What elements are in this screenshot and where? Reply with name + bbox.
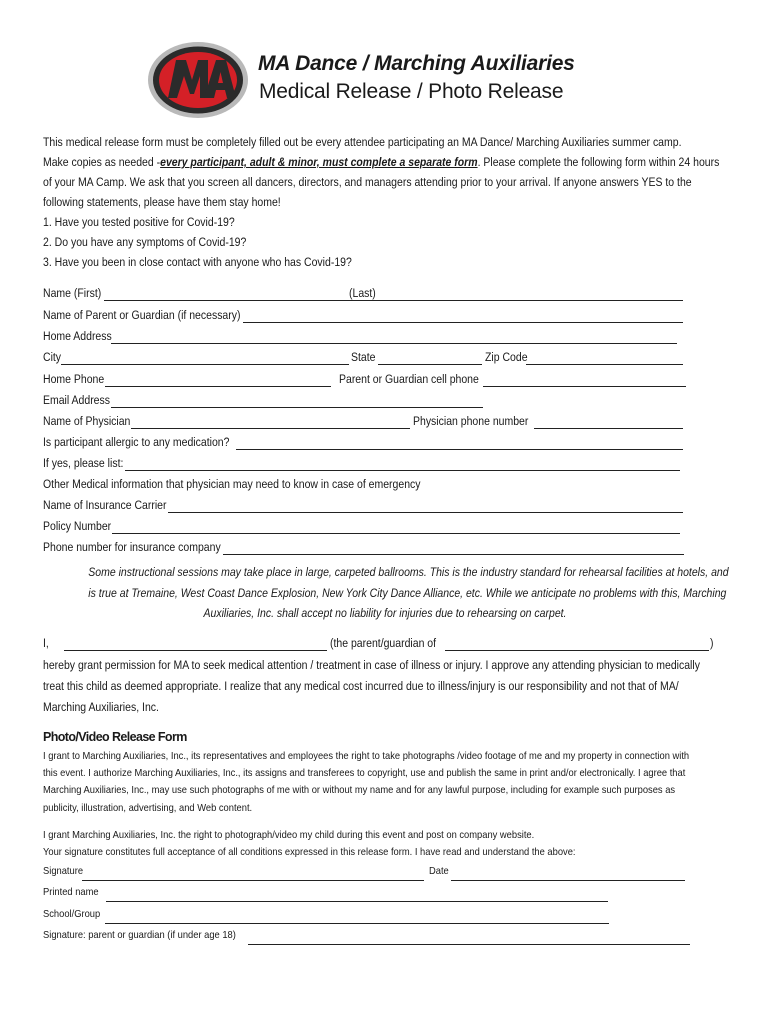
intro-line: This medical release form must be completely filled out be every attendee participating an MA Dance/ Marching Auxiliaries summer camp.	[43, 135, 682, 149]
ma-logo	[146, 40, 250, 120]
printed-name-field[interactable]	[106, 901, 608, 902]
intro-line: following statements, please have them stay home!	[43, 195, 281, 209]
state-label: State	[351, 350, 376, 364]
intro-line: Make copies as needed -every participant, adult & minor, must complete a separate form. Please complete the following form within 24 hours	[43, 155, 720, 169]
photo-release-text: I grant to Marching Auxiliaries, Inc., its representatives and employees the right to take photographs /video footage of me and my property in connection with this event. I authorize Marching Auxiliaries, Inc., its assigns and transferees to copyright, use and publish the same in print and/or electronically. I agree that Marching Auxiliaries, Inc., may use such photographs of me with or without my name and for any lawful purpose, including for example such purposes as publicity, illustration, advertising, and Web content. I grant Marching Auxiliaries, Inc. the right to photograph/video my child during this event and post on company website. Your signature constitutes full acceptance of all conditions expressed in this release form. I have read and understand the above:	[43, 751, 690, 859]
photo-release-heading: Photo/Video Release Form	[43, 730, 187, 744]
date-label: Date	[429, 866, 449, 877]
parent-name-field[interactable]	[243, 322, 683, 323]
close-paren: )	[710, 636, 714, 650]
first-name-field[interactable]	[104, 300, 384, 301]
home-address-field[interactable]	[111, 343, 677, 344]
city-label: City	[43, 350, 62, 364]
carpet-liability-note: Some instructional sessions may take place in large, carpeted ballrooms. This is the industry standard for rehearsal facilities at hotels, and is true at Tremaine, West Coast Dance Explosion, New York City Dance Alliance, etc. While we anticipate no problems with this, Marching Auxiliaries, Inc. shall accept no liability for injuries due to rehearsing on carpet.	[88, 565, 729, 620]
child-name-field[interactable]	[445, 650, 709, 651]
emphasis-text: every participant, adult & minor, must complete a separate form	[160, 155, 478, 169]
home-phone-label: Home Phone	[43, 372, 105, 386]
email-field[interactable]	[111, 407, 483, 408]
policy-number-label: Policy Number	[43, 519, 112, 533]
state-field[interactable]	[378, 364, 482, 365]
physician-label: Name of Physician	[43, 414, 131, 428]
intro-line: of your MA Camp. We ask that you screen all dancers, directors, and managers attending prior to your arrival. If anyone answers YES to the	[43, 175, 692, 189]
guardian-signature-label: Signature: parent or guardian (if under age 18)	[43, 930, 236, 941]
parent-name-label: Name of Parent or Guardian (if necessary)	[43, 308, 241, 322]
grant-text: hereby grant permission for MA to seek medical attention / treatment in case of illness or injury. I approve any attending physician to medically treat this child as deemed appropriate. I realize that any medical cost incurred due to illness/injury is our responsibility and not that of MA/ Marching Auxiliaries, Inc.	[43, 658, 700, 714]
guardian-signature-field[interactable]	[248, 944, 690, 945]
last-name-field[interactable]	[381, 300, 683, 301]
first-name-label: Name (First)	[43, 286, 102, 300]
school-group-label: School/Group	[43, 909, 101, 920]
printed-name-row	[43, 887, 105, 898]
if-yes-field[interactable]	[125, 470, 680, 471]
parent-of-label: (the parent/guardian of	[330, 636, 437, 650]
zip-field[interactable]	[526, 364, 683, 365]
printed-name-label: Printed name	[43, 887, 99, 898]
home-address-label: Home Address	[43, 329, 112, 343]
physician-field[interactable]	[131, 428, 410, 429]
insurance-phone-field[interactable]	[223, 554, 684, 555]
city-field[interactable]	[61, 364, 349, 365]
parent-cell-label: Parent or Guardian cell phone	[339, 372, 479, 386]
school-group-row	[43, 909, 107, 920]
home-phone-field[interactable]	[105, 386, 331, 387]
zip-label: Zip Code	[485, 350, 528, 364]
form-subtitle: Medical Release / Photo Release	[259, 80, 564, 103]
email-label: Email Address	[43, 393, 110, 407]
allergy-field[interactable]	[236, 449, 683, 450]
school-group-field[interactable]	[105, 923, 609, 924]
insurance-phone-label: Phone number for insurance company	[43, 540, 221, 554]
parent-cell-field[interactable]	[483, 386, 686, 387]
insurance-carrier-label: Name of Insurance Carrier	[43, 498, 167, 512]
screening-question: 3. Have you been in close contact with anyone who has Covid-19?	[43, 255, 352, 269]
i-label: I,	[43, 636, 49, 650]
last-name-label: (Last)	[349, 286, 376, 300]
insurance-carrier-field[interactable]	[168, 512, 683, 513]
signature-field[interactable]	[82, 880, 424, 881]
screening-question: 1. Have you tested positive for Covid-19?	[43, 215, 235, 229]
signature-row	[43, 866, 87, 877]
physician-phone-label: Physician phone number	[413, 414, 529, 428]
form-title: MA Dance / Marching Auxiliaries	[258, 52, 575, 75]
allergy-label: Is participant allergic to any medication?	[43, 435, 230, 449]
guardian-name-field[interactable]	[64, 650, 327, 651]
date-field[interactable]	[451, 880, 685, 881]
guardian-signature-row	[43, 930, 257, 941]
date-label-wrap	[429, 866, 451, 877]
screening-question: 2. Do you have any symptoms of Covid-19?	[43, 235, 247, 249]
physician-phone-field[interactable]	[534, 428, 683, 429]
other-medical-label: Other Medical information that physician may need to know in case of emergency	[43, 477, 421, 491]
if-yes-label: If yes, please list:	[43, 456, 124, 470]
signature-label: Signature	[43, 866, 84, 877]
intro-text	[43, 132, 731, 272]
policy-number-field[interactable]	[112, 533, 680, 534]
